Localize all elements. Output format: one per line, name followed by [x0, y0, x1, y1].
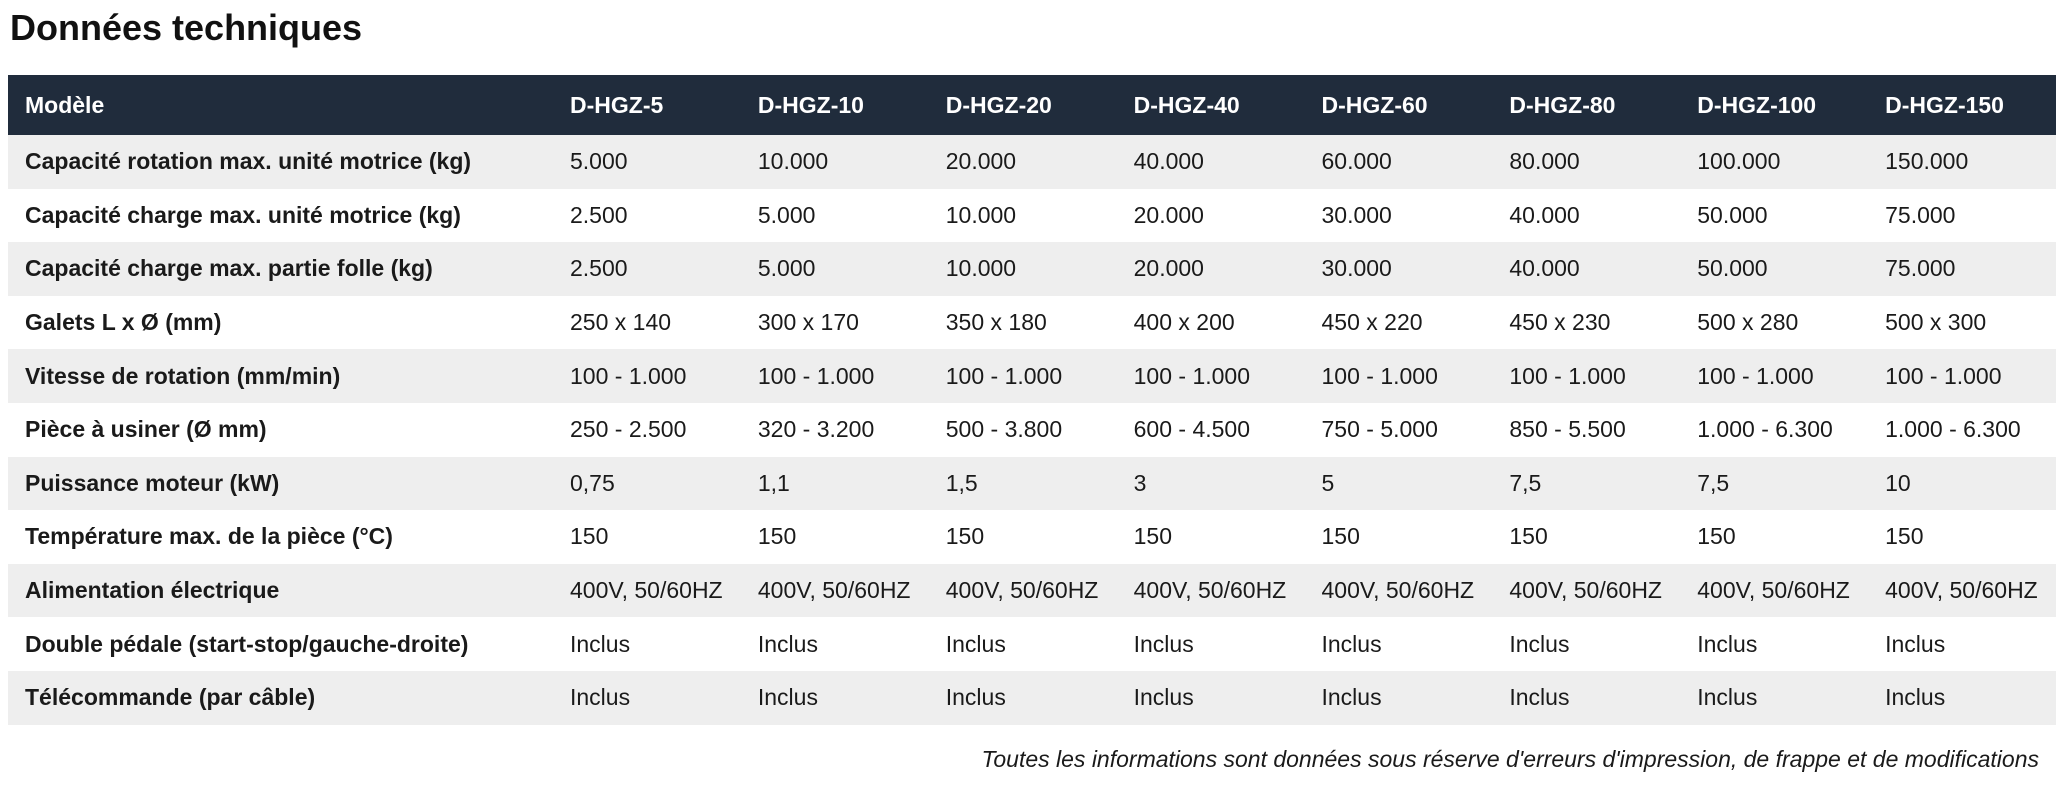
column-header-d-hgz-10: D-HGZ-10: [741, 75, 929, 135]
table-cell: 600 - 4.500: [1117, 403, 1305, 457]
table-row: [8, 510, 2056, 564]
table-cell: 50.000: [1680, 242, 1868, 296]
table-cell: 5.000: [741, 189, 929, 243]
table-cell: 20.000: [1117, 189, 1305, 243]
table-cell: 400V, 50/60HZ: [1117, 564, 1305, 618]
row-label: Galets L x Ø (mm): [8, 296, 553, 350]
table-cell: Inclus: [929, 617, 1117, 671]
table-cell: 400V, 50/60HZ: [741, 564, 929, 618]
table-cell: Inclus: [1492, 617, 1680, 671]
table-cell: 150: [741, 510, 929, 564]
table-cell: 10.000: [929, 242, 1117, 296]
column-header-model: Modèle: [8, 75, 553, 135]
table-cell: 150: [553, 510, 741, 564]
table-cell: 30.000: [1305, 189, 1493, 243]
table-cell: 0,75: [553, 457, 741, 511]
table-cell: 150: [1680, 510, 1868, 564]
table-cell: 850 - 5.500: [1492, 403, 1680, 457]
row-label: Double pédale (start-stop/gauche-droite): [8, 617, 553, 671]
disclaimer-note: Toutes les informations sont données sous réserve d'erreurs d'impression, de frappe et de modifications: [981, 746, 2039, 772]
table-cell: 500 x 300: [1868, 296, 2056, 350]
row-label: Vitesse de rotation (mm/min): [8, 349, 553, 403]
table-cell: 40.000: [1492, 189, 1680, 243]
table-cell: Inclus: [1868, 671, 2056, 725]
table-cell: Inclus: [1117, 671, 1305, 725]
table-cell: 2.500: [553, 189, 741, 243]
table-cell: 150: [929, 510, 1117, 564]
table-row: [8, 189, 2056, 243]
table-row: [8, 296, 2056, 350]
table-row: [8, 671, 2056, 725]
column-header-d-hgz-40: D-HGZ-40: [1117, 75, 1305, 135]
table-cell: 750 - 5.000: [1305, 403, 1493, 457]
table-cell: 1.000 - 6.300: [1868, 403, 2056, 457]
table-cell: Inclus: [553, 671, 741, 725]
table-cell: 10: [1868, 457, 2056, 511]
table-cell: 400V, 50/60HZ: [1680, 564, 1868, 618]
table-cell: 10.000: [741, 135, 929, 189]
table-cell: 5.000: [741, 242, 929, 296]
table-cell: 75.000: [1868, 189, 2056, 243]
table-cell: 7,5: [1492, 457, 1680, 511]
table-cell: 400V, 50/60HZ: [553, 564, 741, 618]
table-cell: Inclus: [1305, 617, 1493, 671]
table-cell: 100 - 1.000: [553, 349, 741, 403]
table-cell: Inclus: [741, 617, 929, 671]
table-cell: 350 x 180: [929, 296, 1117, 350]
table-cell: 100 - 1.000: [1305, 349, 1493, 403]
table-cell: Inclus: [1117, 617, 1305, 671]
table-cell: Inclus: [741, 671, 929, 725]
table-header-row: [8, 75, 2056, 135]
row-label: Télécommande (par câble): [8, 671, 553, 725]
row-label: Alimentation électrique: [8, 564, 553, 618]
table-cell: 30.000: [1305, 242, 1493, 296]
table-cell: 1,5: [929, 457, 1117, 511]
table-cell: 400V, 50/60HZ: [1305, 564, 1493, 618]
column-header-d-hgz-80: D-HGZ-80: [1492, 75, 1680, 135]
table-cell: 1,1: [741, 457, 929, 511]
table-cell: 320 - 3.200: [741, 403, 929, 457]
column-header-d-hgz-20: D-HGZ-20: [929, 75, 1117, 135]
column-header-d-hgz-60: D-HGZ-60: [1305, 75, 1493, 135]
table-cell: Inclus: [1492, 671, 1680, 725]
table-cell: 450 x 230: [1492, 296, 1680, 350]
table-cell: 100.000: [1680, 135, 1868, 189]
table-cell: 20.000: [1117, 242, 1305, 296]
table-cell: Inclus: [1868, 617, 2056, 671]
table-cell: 150: [1117, 510, 1305, 564]
table-row: [8, 349, 2056, 403]
table-body: [8, 135, 2056, 725]
table-row: [8, 564, 2056, 618]
table-cell: 100 - 1.000: [741, 349, 929, 403]
table-cell: Inclus: [1680, 671, 1868, 725]
column-header-d-hgz-150: D-HGZ-150: [1868, 75, 2056, 135]
table-cell: 400V, 50/60HZ: [929, 564, 1117, 618]
table-cell: 450 x 220: [1305, 296, 1493, 350]
table-cell: 40.000: [1492, 242, 1680, 296]
table-cell: 100 - 1.000: [1117, 349, 1305, 403]
column-header-d-hgz-100: D-HGZ-100: [1680, 75, 1868, 135]
table-cell: 5: [1305, 457, 1493, 511]
specs-table: [8, 75, 2056, 725]
table-cell: 400V, 50/60HZ: [1868, 564, 2056, 618]
table-cell: 400 x 200: [1117, 296, 1305, 350]
table-cell: 150: [1492, 510, 1680, 564]
table-cell: 5.000: [553, 135, 741, 189]
table-row: [8, 403, 2056, 457]
table-row: [8, 135, 2056, 189]
table-cell: 1.000 - 6.300: [1680, 403, 1868, 457]
column-header-d-hgz-5: D-HGZ-5: [553, 75, 741, 135]
table-cell: 7,5: [1680, 457, 1868, 511]
table-cell: 150.000: [1868, 135, 2056, 189]
table-cell: 250 - 2.500: [553, 403, 741, 457]
row-label: Capacité charge max. unité motrice (kg): [8, 189, 553, 243]
table-cell: Inclus: [553, 617, 741, 671]
table-cell: 400V, 50/60HZ: [1492, 564, 1680, 618]
table-cell: 300 x 170: [741, 296, 929, 350]
table-cell: 40.000: [1117, 135, 1305, 189]
table-cell: 3: [1117, 457, 1305, 511]
table-cell: 60.000: [1305, 135, 1493, 189]
table-cell: Inclus: [1680, 617, 1868, 671]
table-cell: 10.000: [929, 189, 1117, 243]
row-label: Capacité rotation max. unité motrice (kg): [8, 135, 553, 189]
table-cell: 500 - 3.800: [929, 403, 1117, 457]
row-label: Pièce à usiner (Ø mm): [8, 403, 553, 457]
table-cell: 100 - 1.000: [929, 349, 1117, 403]
table-cell: 100 - 1.000: [1492, 349, 1680, 403]
table-cell: Inclus: [929, 671, 1117, 725]
table-cell: 250 x 140: [553, 296, 741, 350]
table-cell: 50.000: [1680, 189, 1868, 243]
table-row: [8, 242, 2056, 296]
row-label: Puissance moteur (kW): [8, 457, 553, 511]
table-cell: 150: [1868, 510, 2056, 564]
table-cell: 500 x 280: [1680, 296, 1868, 350]
row-label: Capacité charge max. partie folle (kg): [8, 242, 553, 296]
table-cell: 100 - 1.000: [1868, 349, 2056, 403]
table-cell: 2.500: [553, 242, 741, 296]
page-title: Données techniques: [10, 7, 363, 48]
row-label: Température max. de la pièce (°C): [8, 510, 553, 564]
table-row: [8, 457, 2056, 511]
table-cell: Inclus: [1305, 671, 1493, 725]
table-cell: 20.000: [929, 135, 1117, 189]
table-row: [8, 617, 2056, 671]
table-cell: 150: [1305, 510, 1493, 564]
table-cell: 80.000: [1492, 135, 1680, 189]
table-cell: 100 - 1.000: [1680, 349, 1868, 403]
table-cell: 75.000: [1868, 242, 2056, 296]
